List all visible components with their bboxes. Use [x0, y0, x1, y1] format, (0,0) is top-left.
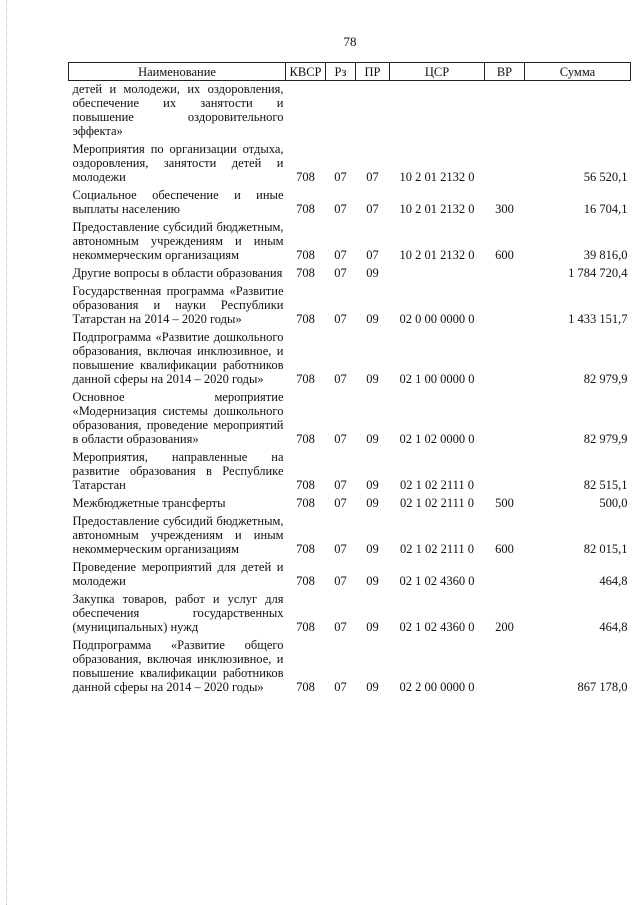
cell-csr	[390, 265, 485, 283]
cell-sum: 464,8	[599, 620, 628, 634]
cell-rz: 07	[334, 202, 347, 216]
cell-rz: 07	[334, 496, 347, 510]
cell-rz: 07	[334, 542, 347, 556]
cell-vr: 500	[495, 496, 514, 510]
cell-name: Мероприятия по организации отдыха, оздоровления, занятости детей и молодежи	[72, 142, 284, 184]
cell-rz: 07	[334, 170, 347, 184]
table-row	[69, 219, 631, 265]
cell-kvsr: 708	[296, 312, 315, 326]
header-csr: ЦСР	[390, 63, 485, 81]
cell-kvsr: 708	[296, 496, 315, 510]
table-row	[69, 559, 631, 591]
table-row	[69, 329, 631, 389]
cell-kvsr: 708	[296, 478, 315, 492]
cell-sum: 39 816,0	[583, 248, 628, 262]
cell-sum: 82 979,9	[583, 432, 628, 446]
cell-name: Предоставление субсидий бюджетным, автономным учреждениям и иным некоммерческим организациям	[72, 220, 284, 262]
cell-rz: 07	[334, 574, 347, 588]
cell-vr	[485, 389, 525, 449]
cell-sum: 82 979,9	[583, 372, 628, 386]
cell-sum: 82 515,1	[583, 478, 628, 492]
cell-sum: 867 178,0	[577, 680, 628, 694]
cell-csr: 10 2 01 2132 0	[399, 248, 475, 262]
cell-vr: 600	[495, 248, 514, 262]
table-row	[69, 187, 631, 219]
header-vr: ВР	[485, 63, 525, 81]
cell-pr: 07	[366, 202, 379, 216]
cell-rz: 07	[334, 432, 347, 446]
cell-csr: 02 2 00 0000 0	[399, 680, 475, 694]
page-number: 78	[343, 34, 357, 49]
cell-pr: 09	[366, 680, 379, 694]
cell-vr	[485, 265, 525, 283]
cell-csr: 10 2 01 2132 0	[399, 170, 475, 184]
table-row	[69, 495, 631, 513]
cell-vr	[485, 637, 525, 697]
cell-csr: 02 1 02 2111 0	[399, 542, 475, 556]
cell-vr	[485, 141, 525, 187]
cell-name: детей и молодежи, их оздоровления, обеспечение их занятости и повышение оздоровительного эффекта»	[72, 82, 284, 138]
cell-pr: 07	[366, 248, 379, 262]
cell-vr	[485, 559, 525, 591]
budget-table-container	[68, 62, 630, 697]
cell-sum: 1 433 151,7	[568, 312, 628, 326]
cell-pr: 09	[366, 574, 379, 588]
cell-kvsr: 708	[296, 202, 315, 216]
header-sum: Сумма	[525, 63, 631, 81]
cell-kvsr	[286, 81, 326, 142]
cell-name: Другие вопросы в области образования	[72, 266, 283, 280]
binding-margin-line	[6, 0, 8, 905]
table-row	[69, 449, 631, 495]
cell-vr	[485, 283, 525, 329]
cell-pr: 09	[366, 542, 379, 556]
cell-name: Проведение мероприятий для детей и молодежи	[72, 560, 284, 588]
table-row	[69, 389, 631, 449]
cell-csr: 10 2 01 2132 0	[399, 202, 475, 216]
cell-name: Межбюджетные трансферты	[72, 496, 226, 510]
table-row	[69, 141, 631, 187]
cell-name: Подпрограмма «Развитие дошкольного образования, включая инклюзивное, и повышение квалификации работников данной сферы на 2014 – 2020 годы»	[72, 330, 284, 386]
cell-name: Закупка товаров, работ и услуг для обеспечения государственных (муниципальных) нужд	[72, 592, 284, 634]
cell-csr: 02 1 02 4360 0	[399, 574, 475, 588]
cell-kvsr: 708	[296, 266, 315, 280]
budget-table	[68, 62, 631, 697]
cell-rz: 07	[334, 372, 347, 386]
cell-name: Мероприятия, направленные на развитие образования в Республике Татарстан	[72, 450, 284, 492]
cell-name: Социальное обеспечение и иные выплаты населению	[72, 188, 284, 216]
cell-rz: 07	[334, 620, 347, 634]
cell-sum: 82 015,1	[583, 542, 628, 556]
cell-csr: 02 1 02 2111 0	[399, 478, 475, 492]
cell-vr	[485, 449, 525, 495]
cell-vr: 200	[495, 620, 514, 634]
cell-vr: 600	[495, 542, 514, 556]
cell-csr: 02 1 00 0000 0	[399, 372, 475, 386]
cell-sum: 1 784 720,4	[568, 266, 628, 280]
table-row	[69, 81, 631, 142]
cell-csr: 02 1 02 0000 0	[399, 432, 475, 446]
header-kvsr: КВСР	[286, 63, 326, 81]
cell-sum: 16 704,1	[583, 202, 628, 216]
cell-pr: 09	[366, 432, 379, 446]
cell-csr: 02 1 02 4360 0	[399, 620, 475, 634]
cell-rz: 07	[334, 248, 347, 262]
cell-pr: 09	[366, 266, 379, 280]
cell-sum: 500,0	[599, 496, 628, 510]
cell-name: Государственная программа «Развитие образования и науки Республики Татарстан на 2014 – 2020 годы»	[72, 284, 284, 326]
cell-kvsr: 708	[296, 620, 315, 634]
cell-kvsr: 708	[296, 432, 315, 446]
cell-vr	[485, 329, 525, 389]
header-rz: Рз	[326, 63, 356, 81]
cell-name: Предоставление субсидий бюджетным, автономным учреждениям и иным некоммерческим организациям	[72, 514, 284, 556]
cell-csr: 02 1 02 2111 0	[399, 496, 475, 510]
cell-pr: 09	[366, 620, 379, 634]
cell-rz: 07	[334, 478, 347, 492]
cell-pr: 09	[366, 478, 379, 492]
cell-pr: 07	[366, 170, 379, 184]
cell-sum	[525, 81, 631, 142]
cell-sum: 56 520,1	[583, 170, 628, 184]
header-name: Наименование	[69, 63, 286, 81]
cell-rz	[326, 81, 356, 142]
cell-csr: 02 0 00 0000 0	[399, 312, 475, 326]
table-header-row	[69, 63, 631, 81]
cell-rz: 07	[334, 312, 347, 326]
cell-sum: 464,8	[599, 574, 628, 588]
cell-csr	[390, 81, 485, 142]
cell-vr: 300	[495, 202, 514, 216]
cell-name: Основное мероприятие «Модернизация системы дошкольного образования, проведение мероприятий в области образования»	[72, 390, 284, 446]
table-row	[69, 265, 631, 283]
cell-rz: 07	[334, 680, 347, 694]
cell-kvsr: 708	[296, 574, 315, 588]
cell-pr	[356, 81, 390, 142]
table-body	[69, 81, 631, 698]
header-pr: ПР	[356, 63, 390, 81]
cell-rz: 07	[334, 266, 347, 280]
cell-vr	[485, 81, 525, 142]
cell-pr: 09	[366, 496, 379, 510]
table-row	[69, 513, 631, 559]
cell-pr: 09	[366, 372, 379, 386]
cell-kvsr: 708	[296, 542, 315, 556]
cell-kvsr: 708	[296, 680, 315, 694]
table-row	[69, 283, 631, 329]
cell-kvsr: 708	[296, 372, 315, 386]
cell-pr: 09	[366, 312, 379, 326]
cell-kvsr: 708	[296, 248, 315, 262]
table-row	[69, 637, 631, 697]
cell-kvsr: 708	[296, 170, 315, 184]
table-row	[69, 591, 631, 637]
cell-name: Подпрограмма «Развитие общего образования, включая инклюзивное, и повышение квалификации работников данной сферы на 2014 – 2020 годы»	[72, 638, 284, 694]
